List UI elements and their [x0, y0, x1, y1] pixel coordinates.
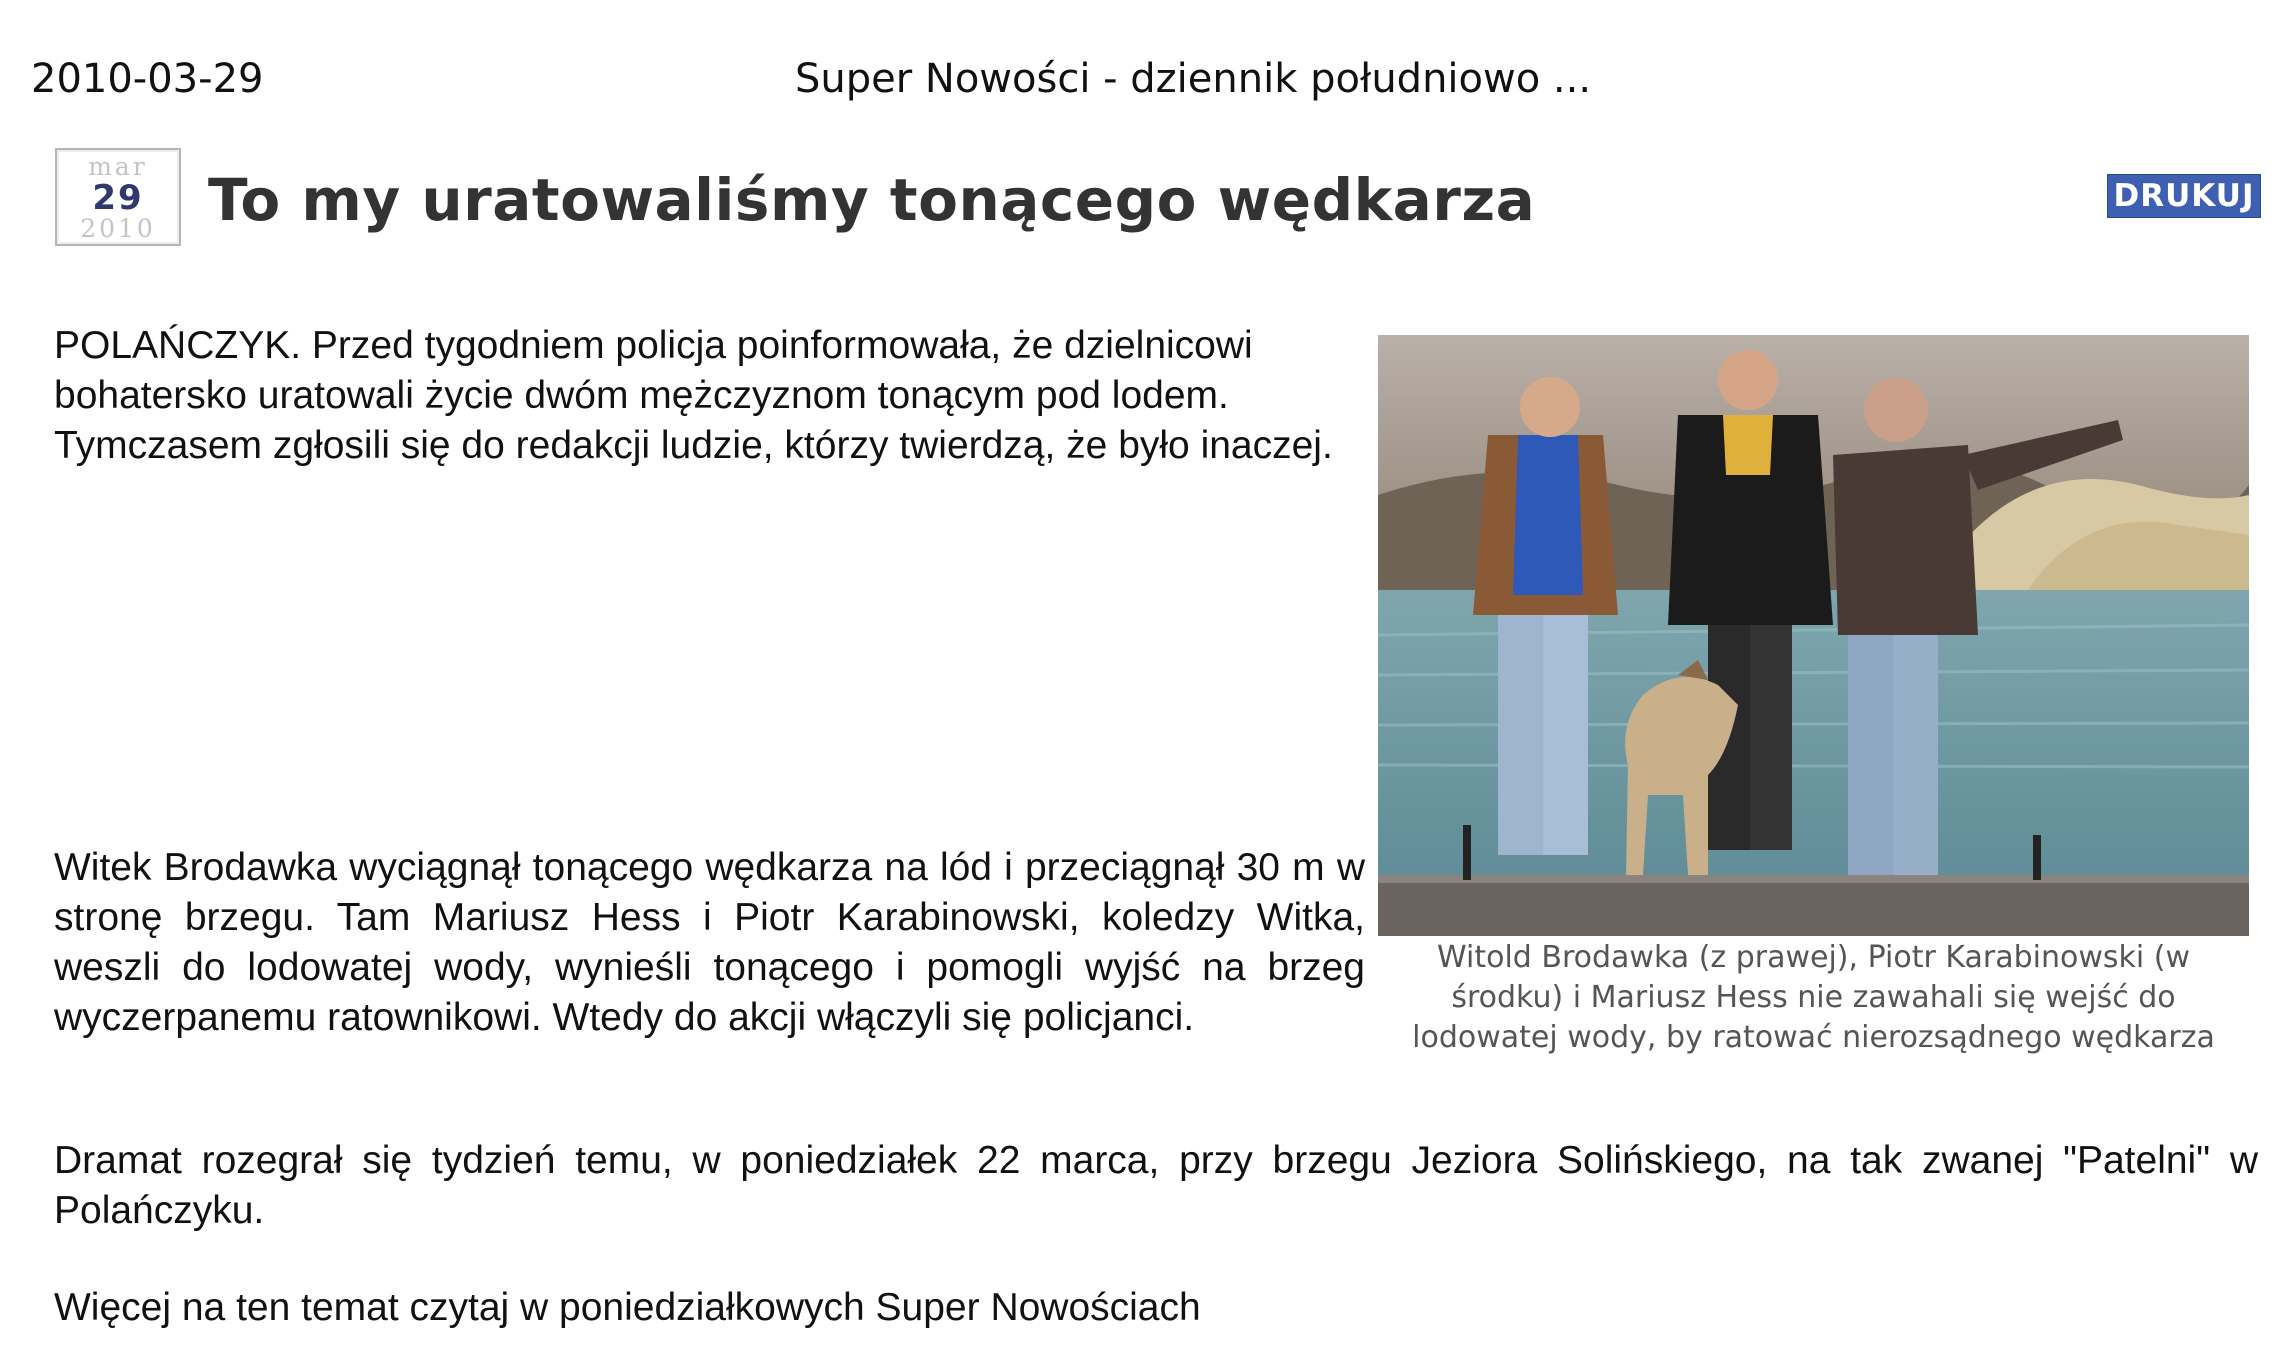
article-lead: POLAŃCZYK. Przed tygodniem policja poinformowała, że dzielnicowi bohatersko uratowali życie dwóm mężczyznom tonącym pod lodem. Tymczasem zgłosili się do redakcji ludzie, którzy twierdzą, że było inaczej. [54, 324, 1333, 467]
article-photo [1378, 335, 2249, 936]
article-title: To my uratowaliśmy tonącego wędkarza [208, 166, 1536, 234]
photo-caption: Witold Brodawka (z prawej), Piotr Karabinowski (w środku) i Mariusz Hess nie zawahali się wejść do lodowatej wody, by ratować nierozsądnego wędkarza [1412, 940, 2215, 1055]
date-badge [55, 148, 181, 246]
print-header-site-title: Super Nowości - dziennik południowo ... [795, 56, 1592, 102]
date-badge-year: 2010 [80, 214, 156, 243]
print-header-date: 2010-03-29 [31, 56, 264, 102]
date-badge-day: 29 [92, 178, 144, 218]
article-paragraph-4: Więcej na ten temat czytaj w poniedziałkowych Super Nowościach [54, 1286, 1201, 1329]
article-paragraph-2: Witek Brodawka wyciągnął tonącego wędkarza na lód i przeciągnął 30 m w stronę brzegu. Tam Mariusz Hess i Piotr Karabinowski, koledzy Witka, weszli do lodowatej wody, wynieśli tonącego i pomogli wyjść na brzeg wyczerpanemu ratownikowi. Wtedy do akcji włączyli się policjanci. [54, 846, 1365, 1039]
article-paragraph-3: Dramat rozegrał się tydzień temu, w poniedziałek 22 marca, przy brzegu Jeziora Solińskiego, na tak zwanej "Patelni" w Polańczyku. [54, 1139, 2258, 1232]
print-button[interactable]: DRUKUJ [2107, 174, 2261, 218]
date-badge-month: mar [88, 152, 148, 181]
